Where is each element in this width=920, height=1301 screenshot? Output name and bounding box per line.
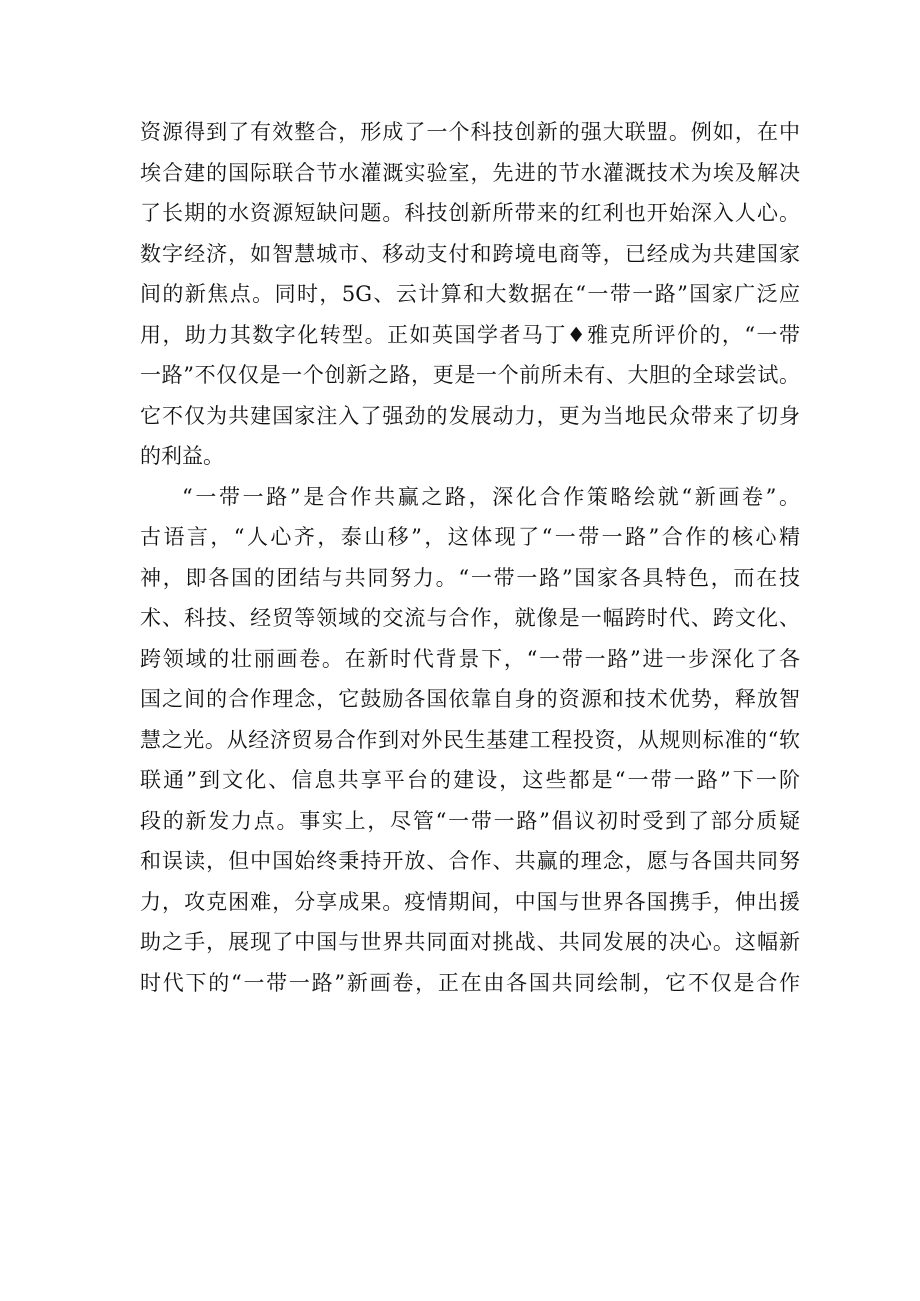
paragraph-line: 和误读，但中国始终秉持开放、合作、共赢的理念，愿与各国共同努 [140,849,800,873]
paragraph-line: 古语言，“人心齐，泰山移”，这体现了“一带一路”合作的核心精 [140,525,800,549]
paragraph-2 [140,477,800,1004]
paragraph-line: 数字经济，如智慧城市、移动支付和跨境电商等，已经成为共建国家 [140,241,800,266]
paragraph-line: 力，攻克困难，分享成果。疫情期间，中国与世界各国携手，伸出援 [140,889,800,914]
paragraph-line: 它不仅为共建国家注入了强劲的发展动力，更为当地民众带来了切身 [140,403,800,428]
paragraph-line: 跨领域的壮丽画卷。在新时代背景下，“一带一路”进一步深化了各 [140,646,800,671]
paragraph-line: “一带一路”是合作共赢之路，深化合作策略绘就“新画卷”。 [182,484,800,509]
paragraph-line: 助之手，展现了中国与世界共同面对挑战、共同发展的决心。这幅新 [140,930,800,954]
paragraph-line: 用，助力其数字化转型。正如英国学者马丁♦雅克所评价的，“一带 [140,322,800,347]
paragraph-line: 联通”到文化、信息共享平台的建设，这些都是“一带一路”下一阶 [140,768,800,792]
paragraph-line: 神，即各国的团结与共同努力。“一带一路”国家各具特色，而在技 [140,565,800,590]
paragraph-1 [140,112,800,477]
paragraph-line: 段的新发力点。事实上，尽管“一带一路”倡议初时受到了部分质疑 [140,808,800,833]
paragraph-line: 了长期的水资源短缺问题。科技创新所带来的红利也开始深入人心。 [140,201,800,225]
paragraph-line: 术、科技、经贸等领域的交流与合作，就像是一幅跨时代、跨文化、 [140,606,800,630]
paragraph-line: 间的新焦点。同时，5G、云计算和大数据在“一带一路”国家广泛应 [140,282,800,306]
paragraph-line: 慧之光。从经济贸易合作到对外民生基建工程投资，从规则标准的“软 [140,727,800,752]
paragraph-line: 国之间的合作理念，它鼓励各国依靠自身的资源和技术优势，释放智 [140,687,800,711]
paragraph-line: 的利益。 [140,444,224,468]
paragraph-line: 时代下的“一带一路”新画卷，正在由各国共同绘制，它不仅是合作 [140,970,800,995]
paragraph-line: 埃合建的国际联合节水灌溉实验室，先进的节水灌溉技术为埃及解决 [140,160,800,185]
paragraph-line: 一路”不仅仅是一个创新之路，更是一个前所未有、大胆的全球尝试。 [140,363,800,387]
body-text [140,112,800,1003]
paragraph-line: 资源得到了有效整合，形成了一个科技创新的强大联盟。例如，在中 [140,120,800,144]
